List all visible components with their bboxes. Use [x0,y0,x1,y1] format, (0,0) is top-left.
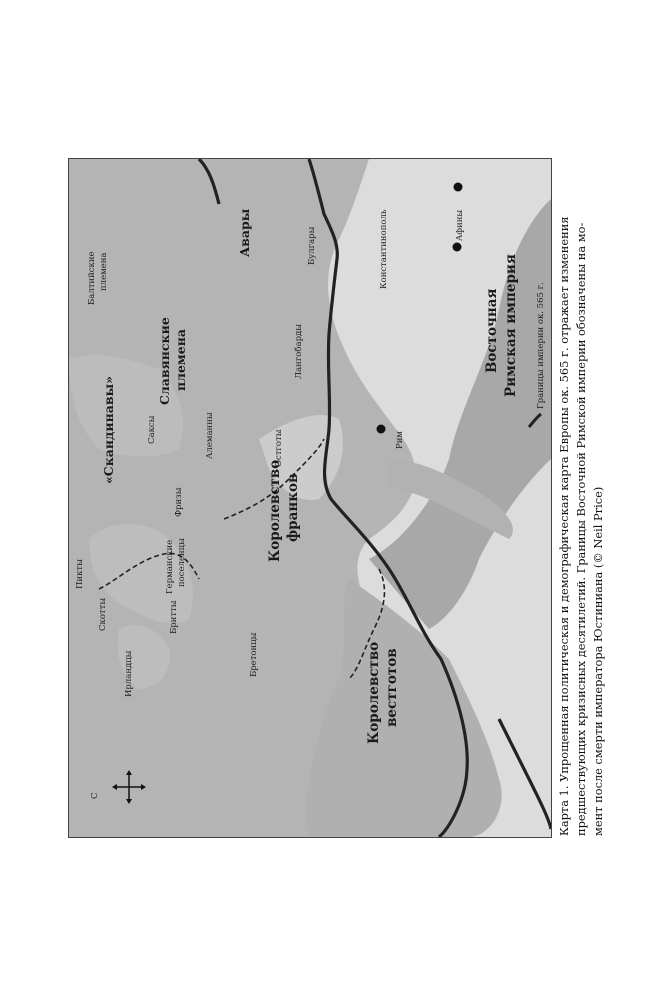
label-franks: Королевство [267,459,283,562]
caption-line-3: мент после смерти императора Юстиниана (© Neil Price) [591,486,605,836]
map-caption [555,160,615,840]
label-lombards: Лангобарды [294,323,304,379]
label-avars: Авары [237,208,252,257]
label-slavs-2: племена [173,329,188,391]
label-franks-2: франков [285,473,301,542]
caption-canvas [555,160,615,840]
map [68,158,552,838]
caption-line-1: Карта 1. Упрощенная политическая и демографическая карта Европы ок. 565 г. отражает изменения [557,216,571,836]
label-alemanni: Алеманны [205,412,215,459]
label-rome: Рим [395,431,405,449]
label-slavs: Славянские [157,317,172,405]
label-visigoths-2: вестготов [384,648,400,727]
label-scandinavians: «Скандинавы» [101,376,116,484]
label-ostrogoths: Остготы [274,429,284,467]
caption-line-2: предшествующих кризисных десятилетий. Границы Восточной Римской империи обозначены на мо- [574,222,588,836]
label-athens: Афины [455,209,465,241]
label-constantinople: Константинополь [379,209,389,289]
label-germanic-2: поселенцы [177,538,187,587]
label-frisians: Фризы [174,487,184,517]
label-saxons: Саксы [147,415,157,444]
compass-letter: С [90,792,100,799]
label-bretons: Бретонцы [249,632,259,677]
map-canvas [69,159,551,837]
label-germanic: Германские [165,539,175,594]
label-baltic: Балтийские [87,251,97,305]
label-baltic-2: племена [99,252,109,291]
label-bulgars: Булгары [307,226,317,265]
label-visigoths: Королевство [366,641,382,744]
city-dot-constantinople [454,183,463,192]
label-eastern-empire-2: Римская империя [503,254,519,397]
city-dot-rome [377,425,386,434]
label-irish: Ирландцы [124,650,134,697]
label-eastern-empire: Восточная [484,288,500,373]
label-scots: Скотты [98,597,108,631]
legend-text: Границы империи ок. 565 г. [536,282,546,409]
city-dot-athens [453,243,462,252]
label-picts: Пикты [75,559,85,589]
label-britons: Бритты [169,600,179,634]
